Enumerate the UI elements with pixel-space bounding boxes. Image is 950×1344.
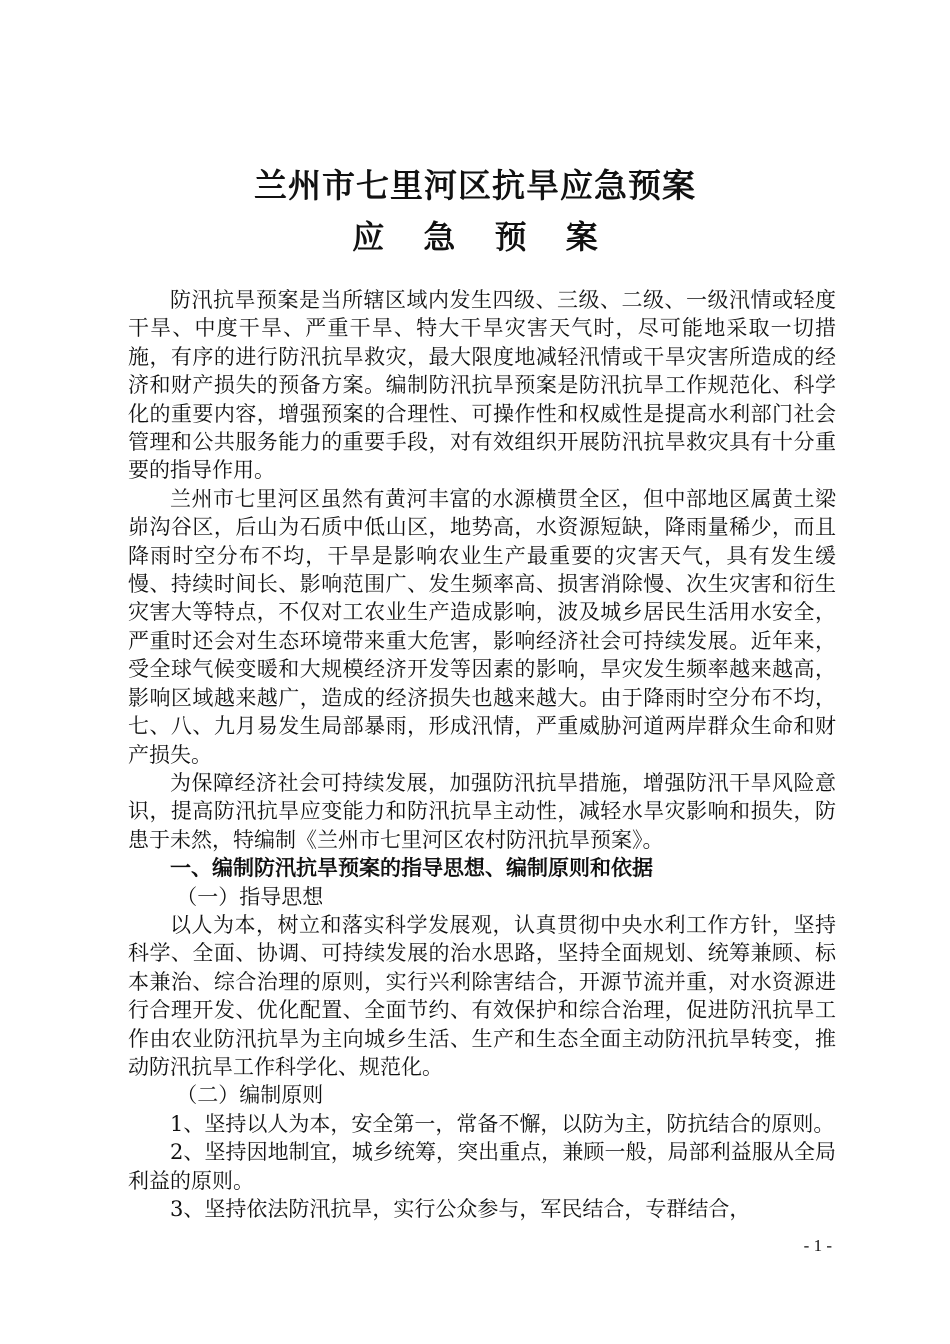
- section-heading: 一、编制防汛抗旱预案的指导思想、编制原则和依据: [170, 856, 653, 881]
- document-subtitle: 应 急 预 案: [352, 218, 612, 256]
- subsection-guiding-heading: （一）指导思想: [176, 884, 324, 909]
- principle-item: 2、坚持因地制宜，城乡统筹，突出重点，兼顾一般，局部利益服从全局利益的原则。: [128, 1140, 836, 1193]
- principle-item: 1、坚持以人为本，安全第一，常备不懈，以防为主，防抗结合的原则。: [170, 1111, 835, 1136]
- document-title: 兰州市七里河区抗旱应急预案: [254, 166, 696, 205]
- page-number: - 1 -: [803, 1236, 832, 1255]
- principle-item: 3、坚持依法防汛抗旱，实行公众参与，军民结合，专群结合，: [170, 1197, 751, 1221]
- document-body: [128, 286, 836, 1223]
- intro-paragraph: 防汛抗旱预案是当所辖区域内发生四级、三级、二级、一级汛情或轻度干旱、中度干旱、严重干旱、特大干旱灾害天气时，尽可能地采取一切措施，有序的进行防汛抗旱救灾，最大限度地减轻汛情或干旱灾害所造成的经济和财产损失的预备方案。编制防汛抗旱预案是防汛抗旱工作规范化、科学化的重要内容，增强预案的合理性、可操作性和权威性是提高水利部门社会管理和公共服务能力的重要手段，对有效组织开展防汛抗旱救灾具有十分重要的指导作用。: [128, 288, 836, 483]
- subsection-principles-heading: （二）编制原则: [176, 1083, 324, 1108]
- guiding-paragraph: 以人为本，树立和落实科学发展观，认真贯彻中央水利工作方针，坚持科学、全面、协调、可持续发展的治水思路，坚持全面规划、统筹兼顾、标本兼治、综合治理的原则，实行兴利除害结合，开源节流并重，对水资源进行合理开发、优化配置、全面节约、有效保护和综合治理，促进防汛抗旱工作由农业防汛抗旱为主向城乡生活、生产和生态全面主动防汛抗旱转变，推动防汛抗旱工作科学化、规范化。: [128, 912, 836, 1079]
- purpose-paragraph: 为保障经济社会可持续发展，加强防汛抗旱措施，增强防汛干旱风险意识，提高防汛抗旱应变能力和防汛抗旱主动性，减轻水旱灾影响和损失，防患于未然，特编制《兰州市七里河区农村防汛抗旱预案》。: [128, 770, 836, 852]
- background-paragraph: 兰州市七里河区虽然有黄河丰富的水源横贯全区，但中部地区属黄土梁峁沟谷区，后山为石质中低山区，地势高，水资源短缺，降雨量稀少，而且降雨时空分布不均，干旱是影响农业生产最重要的灾害天气，具有发生缓慢、持续时间长、影响范围广、发生频率高、损害消除慢、次生灾害和衍生灾害大等特点，不仅对工农业生产造成影响，波及城乡居民生活用水安全，严重时还会对生态环境带来重大危害，影响经济社会可持续发展。近年来，受全球气候变暖和大规模经济开发等因素的影响，旱灾发生频率越来越高，影响区域越来越广，造成的经济损失也越来越大。由于降雨时空分布不均，七、八、九月易发生局部暴雨，形成汛情，严重威胁河道两岸群众生命和财产损失。: [128, 486, 836, 767]
